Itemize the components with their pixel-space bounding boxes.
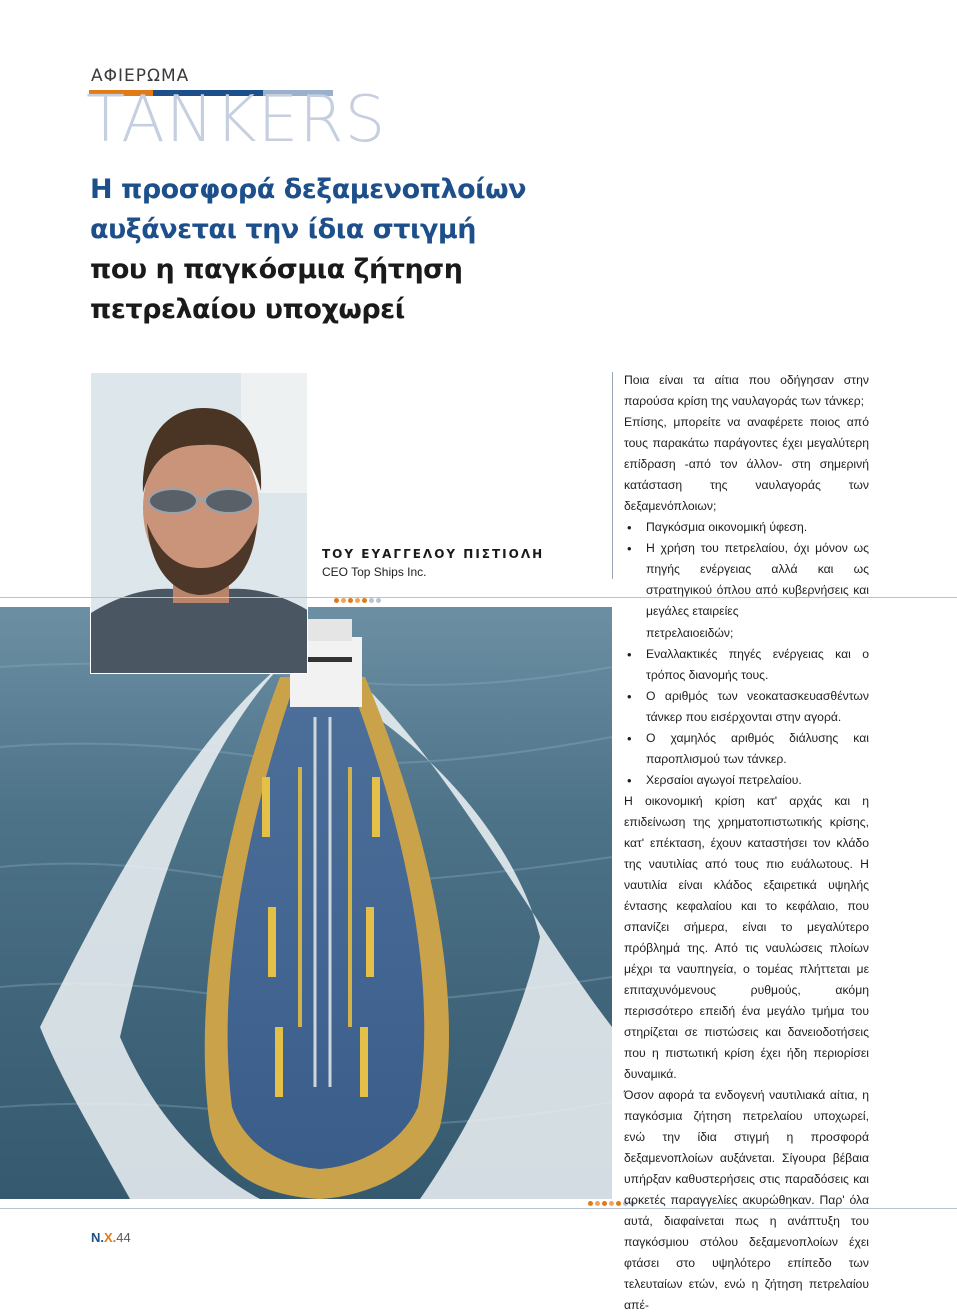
page-folio [91, 1230, 131, 1245]
factor-list-top [624, 517, 869, 622]
portrait-illustration [91, 373, 308, 674]
headline-line-4: πετρελαίου υποχωρεί [90, 294, 405, 325]
folio-n: Ν. [91, 1230, 104, 1245]
list-continuation: πετρελαιοειδών; [646, 626, 734, 640]
column-rule [612, 372, 613, 579]
article-column-top [624, 370, 869, 622]
body-paragraph-2: Όσον αφορά τα ενδογενή ναυτιλιακά αίτια, η παγκόσμια ζήτηση πετρελαίου υποχωρεί, ενώ την ίδια στιγμή η προσφορά δεξαμενοπλοίων αυξάνεται. Σίγουρα βέβαια υπήρξαν καθυστερήσεις στις παραδόσεις και αρκετές παραγγελίες ακυρώθηκαν. Παρ' όλα αυτά, διαφαίνεται πως η ανάπτυξη του παγκόσμιου στόλου δεξαμενοπλοίων έχει φτάσει στο υψηλότερο επίπεδο των τελευταίων ετών, ενώ η ζήτηση πετρελαίου απέ- [624, 1088, 869, 1312]
decorative-dots-top [334, 598, 381, 603]
folio-x: Χ. [104, 1230, 117, 1245]
headline-line-2: αυξάνεται την ίδια στιγμή [90, 214, 476, 245]
list-item: • Εναλλακτικές πηγές ενέργειας και ο τρόπος διανομής τους. [624, 644, 869, 686]
list-item: • Χερσαίοι αγωγοί πετρελαίου. [624, 770, 869, 791]
factor-list-bottom [624, 644, 869, 791]
headline [90, 170, 610, 330]
headline-line-3: που η παγκόσμια ζήτηση [90, 254, 463, 285]
list-item: • Ο αριθμός των νεοκατασκευασθέντων τάνκερ που εισέρχονται στην αγορά. [624, 686, 869, 728]
list-item: • Η χρήση του πετρελαίου, όχι μόνον ως πηγής ενέργειας αλλά και ως στρατηγικού όπλου από κυβερνήσεις και μεγάλες εταιρείες [624, 538, 869, 622]
headline-line-1: Η προσφορά δεξαμενοπλοίων [90, 174, 526, 205]
body-paragraph-1: Η οικονομική κρίση κατ' αρχάς και η επιδείνωση της χρηματοπιστωτικής κρίσης, κατ' επέκταση, έχουν καταστήσει τον κλάδο της ναυτιλίας από τους πιο ευάλωτους. Η ναυτιλία είναι κλάδος εξαιρετικά υψηλής έντασης κεφαλαίου και το κεφάλαιο, που σπανίζει σήμερα, είναι το μεγαλύτερο πρόβλημά της. Από τις ναυλώσεις πλοίων μέχρι τα ναυπηγεία, ο τομέας πλήττεται με επιταχυνόμενους ρυθμούς, ακόμη περισσότερο επειδή ένα μεγάλο τμήμα του στηρίζεται σε πιστώσεις και δανειοδοτήσεις που η πιστωτική κρίση έχει ήδη περιορίσει δυναμικά. [624, 794, 869, 1081]
tanker-ship-photo [0, 607, 612, 1199]
ship-illustration [0, 607, 612, 1199]
article-column-bottom [624, 623, 869, 1316]
question-intro: Ποια είναι τα αίτια που οδήγησαν στην παρούσα κρίση της ναυλαγοράς των τάνκερ; [624, 373, 869, 408]
section-title: TANKERS [86, 83, 387, 157]
section-label: ΑΦΙΕΡΩΜΑ [91, 66, 190, 86]
person-portrait [90, 372, 308, 674]
page-number: 44 [116, 1230, 131, 1245]
author-role: CEO Top Ships Inc. [322, 565, 427, 579]
list-item: • Ο χαμηλός αριθμός διάλυσης και παροπλισμού των τάνκερ. [624, 728, 869, 770]
question-text: Επίσης, μπορείτε να αναφέρετε ποιος από τους παρακάτω παράγοντες έχει μεγαλύτερη επίδραση -από τον άλλον- στη σημερινή κατάσταση της ναυλαγοράς των δεξαμενόπλοιων; [624, 415, 869, 513]
author-name: ΤΟΥ ΕΥΑΓΓΕΛΟΥ ΠΙΣΤΙΟΛΗ [322, 547, 545, 561]
list-item: • Παγκόσμια οικονομική ύφεση. [624, 517, 869, 538]
